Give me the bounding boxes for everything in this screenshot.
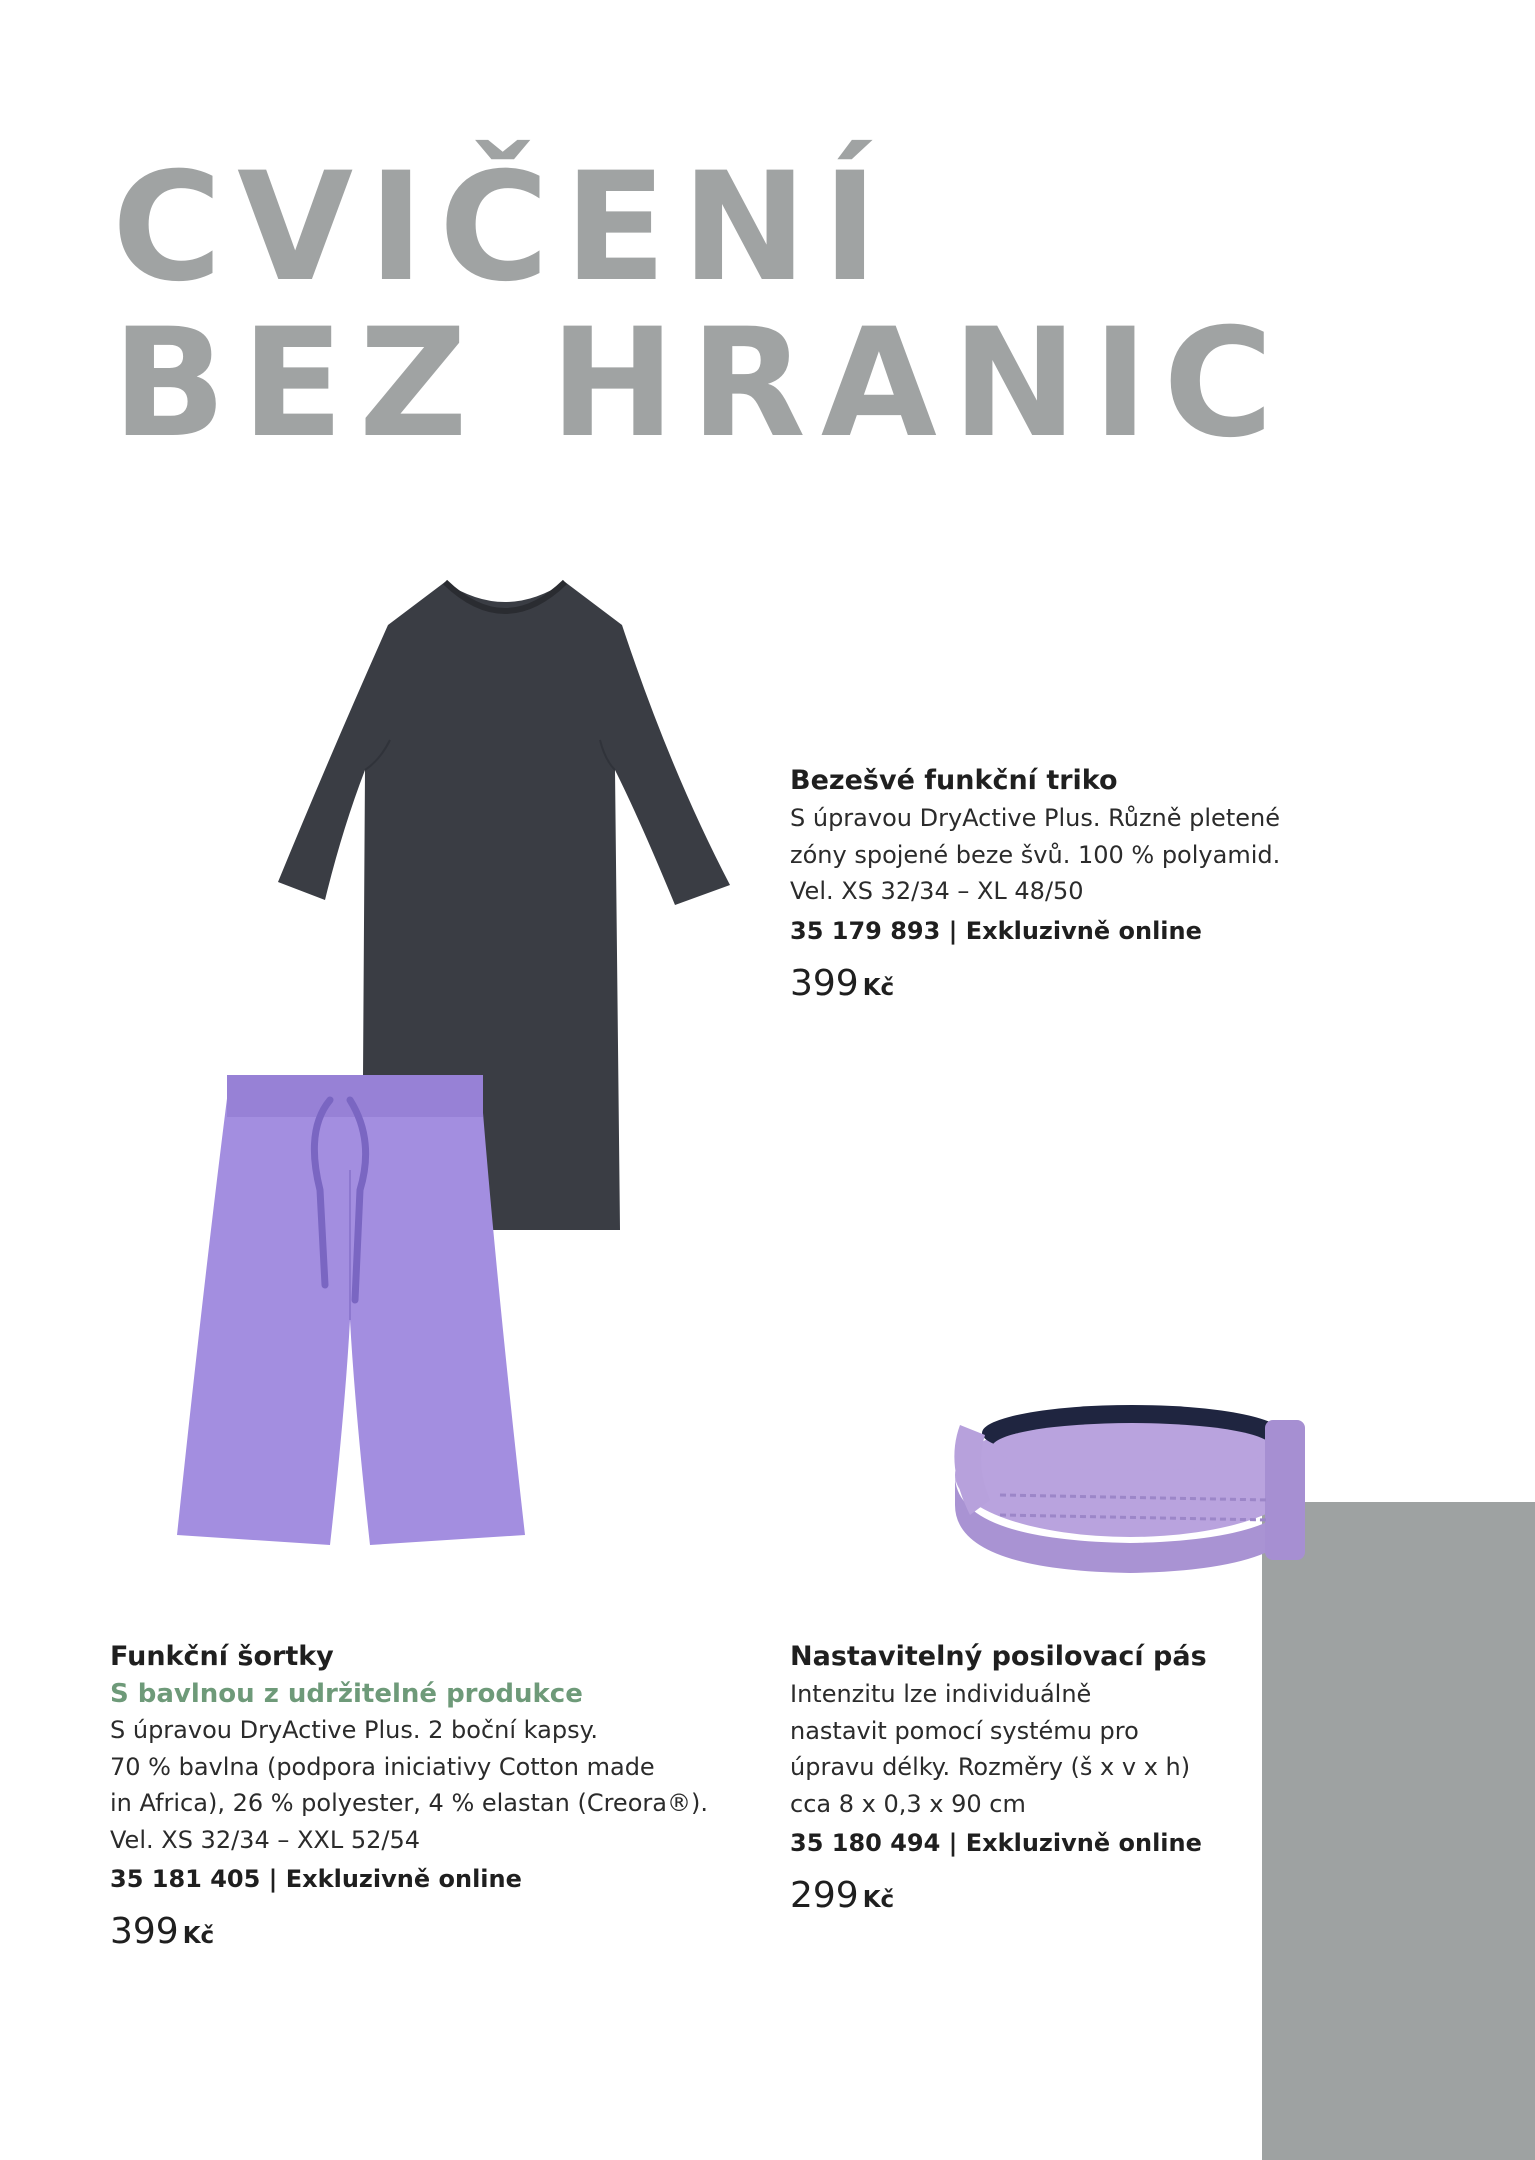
description-line: úpravu délky. Rozměry (š x v x h) (790, 1753, 1191, 1781)
description-line: S úpravou DryActive Plus. Různě pletené (790, 804, 1280, 832)
shorts-image (175, 1070, 530, 1550)
description-line: cca 8 x 0,3 x 90 cm (790, 1789, 1026, 1818)
description-line: S úpravou DryActive Plus. 2 boční kapsy. (110, 1716, 598, 1744)
band-image (940, 1365, 1320, 1585)
product-price (110, 1910, 708, 1960)
headline-line-1: CVIČENÍ (112, 141, 893, 315)
decorative-grey-block (1262, 1502, 1535, 2160)
price-value: 399 (110, 1911, 179, 1952)
description-line: Vel. XS 32/34 – XXL 52/54 (110, 1825, 421, 1854)
product-title: Bezešvé funkční triko (790, 765, 1118, 796)
headline-line-2: BEZ HRANIC (112, 297, 1289, 471)
shorts-info (110, 1638, 708, 1960)
description-line: Intenzitu lze individuálně (790, 1680, 1092, 1708)
description-line: nastavit pomocí systému pro (790, 1716, 1139, 1745)
product-title: Nastavitelný posilovací pás (790, 1641, 1207, 1672)
product-subtitle: S bavlnou z udržitelné produkce (110, 1679, 583, 1709)
price-currency: Kč (862, 1887, 895, 1913)
description-line: in Africa), 26 % polyester, 4 % elastan (Creora®). (110, 1789, 708, 1817)
description-line: 70 % bavlna (podpora iniciativy Cotton made (110, 1752, 655, 1781)
product-price (790, 1874, 1207, 1924)
price-value: 299 (790, 1875, 859, 1916)
shirt-info (790, 762, 1280, 1012)
product-code: 35 179 893 | Exkluzivně online (790, 916, 1202, 945)
description-line: zóny spojené beze švů. 100 % polyamid. (790, 840, 1281, 869)
product-code: 35 180 494 | Exkluzivně online (790, 1829, 1202, 1857)
price-currency: Kč (862, 974, 895, 1001)
headline (112, 141, 1289, 471)
product-code: 35 181 405 | Exkluzivně online (110, 1865, 522, 1893)
price-currency: Kč (182, 1923, 215, 1949)
product-title: Funkční šortky (110, 1641, 334, 1672)
product-price (790, 962, 1280, 1012)
band-info (790, 1638, 1207, 1924)
description-line: Vel. XS 32/34 – XL 48/50 (790, 877, 1084, 905)
price-value: 399 (790, 962, 859, 1004)
